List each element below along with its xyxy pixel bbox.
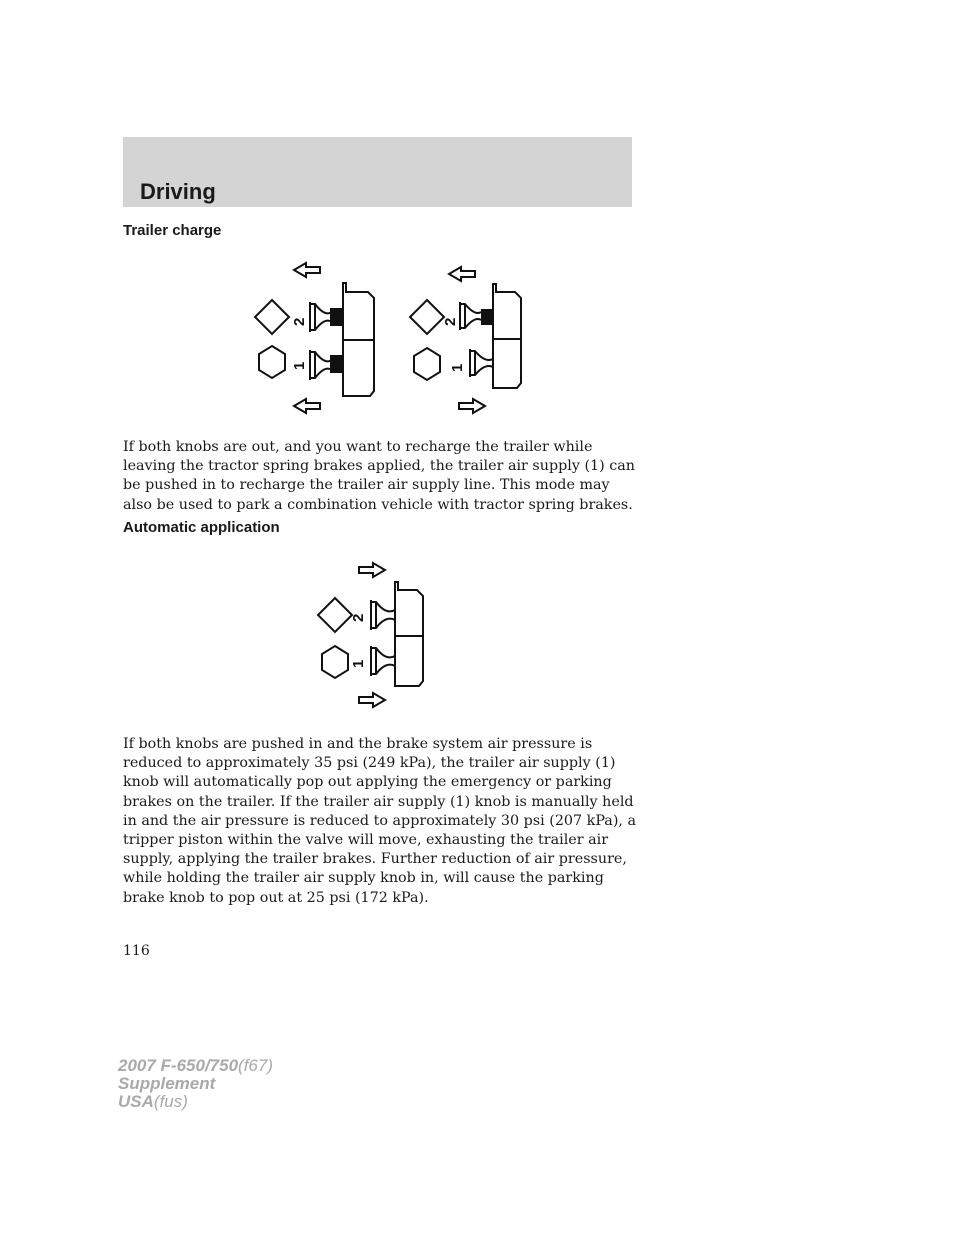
hexagon-knob-icon (259, 346, 285, 378)
label-knob-1: 1 (350, 659, 367, 668)
footer-model-code: (f67) (238, 1056, 274, 1075)
knob-1-stem-out (330, 355, 343, 373)
paragraph-automatic-application: If both knobs are pushed in and the brake system air pressure is reduced to approximately 35 psi (249 kPa), the trailer air supply (1) knob will automatically pop out applying the emergency or parking brakes on the trailer. If the trailer air supply (1) knob is manually held in and the air pressure is reduced to approximately 30 psi (207 kPa), a tripper piston within the valve will move, exhausting the trailer air supply, applying the trailer brakes. Further reduction of air pressure, while holding the trailer air supply knob in, will cause the parking brake knob to pop out at 25 psi (172 kPa). (123, 736, 637, 906)
label-knob-1: 1 (291, 361, 308, 370)
heading-automatic-application: Automatic application (123, 519, 280, 536)
footer-document-id (118, 1057, 273, 1111)
plunger-2 (310, 302, 332, 332)
arrow-right-bottom-icon (459, 399, 485, 413)
section-header-band (123, 137, 632, 207)
footer-doc: Supplement (118, 1074, 216, 1093)
hexagon-knob-icon (322, 646, 348, 678)
knob-2-stem-out (481, 309, 493, 325)
diamond-knob-icon (255, 300, 289, 334)
arrow-left-bottom-icon (294, 399, 320, 413)
diamond-knob-icon (410, 300, 444, 334)
valve-body (493, 284, 521, 388)
label-knob-2: 2 (350, 613, 367, 622)
paragraph-trailer-charge: If both knobs are out, and you want to recharge the trailer while leaving the tractor spring brakes applied, the trailer air supply (1) can be pushed in to recharge the trailer air supply line. This mode may also be used to park a combination vehicle with tractor spring brakes. (123, 439, 636, 513)
section-title: Driving (140, 179, 216, 204)
footer-model: 2007 F-650/750 (118, 1056, 239, 1075)
plunger-2 (460, 302, 481, 330)
page-number: 116 (123, 943, 150, 959)
diagram-knobs-both-out (250, 260, 390, 420)
label-knob-2: 2 (291, 317, 308, 326)
arrow-right-top-icon (359, 563, 385, 577)
plunger-1 (310, 350, 332, 380)
footer-region-code: (fus) (153, 1092, 188, 1111)
diagram-knobs-both-in (313, 558, 443, 718)
label-knob-1: 1 (449, 363, 466, 372)
footer-region: USA (118, 1092, 154, 1111)
plunger-1 (371, 646, 395, 676)
heading-trailer-charge: Trailer charge (123, 222, 222, 239)
label-knob-2: 2 (442, 317, 459, 326)
knob-2-stem-out (330, 308, 343, 326)
diagram-knob1-in (405, 262, 545, 422)
plunger-1 (470, 349, 493, 377)
valve-body (395, 582, 423, 686)
hexagon-knob-icon (414, 348, 440, 380)
arrow-left-top-icon (449, 267, 475, 281)
arrow-left-top-icon (294, 263, 320, 277)
diamond-knob-icon (318, 598, 352, 632)
arrow-right-bottom-icon (359, 693, 385, 707)
plunger-2 (371, 600, 395, 630)
